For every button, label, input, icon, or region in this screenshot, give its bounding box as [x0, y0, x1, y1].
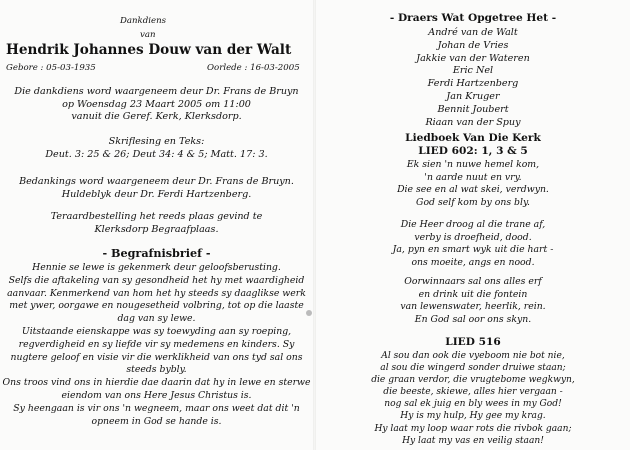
hymn-line: Hy laat my vas en veilig staan! [402, 435, 544, 446]
service-line: op Woensdag 23 Maart 2005 om 11:00 [62, 98, 251, 110]
acknowledgements [0, 176, 313, 201]
tribute-line: regverdigheid en sy liefde vir sy medemens en kinders. Sy [18, 338, 295, 350]
pallbearer-name: Jan Kruger [446, 90, 500, 102]
hymn-line: en drink uit die fontein [418, 288, 528, 300]
tribute-line: Sy heengaan is vir ons 'n wegneem, maar ons weet dat dit 'n [13, 402, 300, 414]
hymn-602-verse-1 [316, 159, 630, 209]
pallbearer-name: Bennit Joubert [437, 103, 509, 115]
tribute-line: steeds bybly. [126, 364, 187, 376]
tribute-line: Selfs die aftakeling van sy gesondheid het hy met waardigheid [8, 274, 305, 286]
hymn-line: Hy laat my loop waar rots die rivbok gaan; [374, 423, 572, 434]
dankdiens-label: Dankdiens [120, 16, 167, 26]
burial-note [0, 211, 313, 236]
deceased-name: Hendrik Johannes Douw van der Walt [6, 42, 292, 58]
hymn-602-verse-2 [316, 219, 630, 269]
pallbearers-list [316, 27, 630, 129]
hymn-line: Ek sien 'n nuwe hemel kom, [406, 159, 540, 170]
burial-line: Teraardbestelling het reeds plaas gevind te [50, 211, 263, 222]
hymn-line: Oorwinnaars sal ons alles erf [404, 276, 542, 287]
hymn-line: Die see en al wat skei, verdwyn. [397, 184, 549, 196]
hymn-line: God self kom by ons bly. [416, 196, 530, 208]
hymn-line: ons moeite, angs en nood. [411, 256, 535, 268]
death-date: Oorlede : 16-03-2005 [207, 63, 300, 73]
tribute-line: met ywer, oorgawe en nougesetheid volbring, tot op die laaste [9, 300, 304, 312]
pallbearer-name: Eric Nel [452, 65, 494, 77]
hymn-602-title: LIED 602: 1, 3 & 5 [418, 145, 528, 157]
tribute-line: nugtere geloof en visie vir die werklikheid van ons tyd sal ons [10, 351, 303, 363]
service-details [0, 86, 313, 124]
hymn-line: verby is droefheid, dood. [414, 231, 532, 243]
tribute-line: eiendom van ons Here Jesus Christus is. [61, 389, 252, 401]
pallbearer-name: Riaan van der Spuy [425, 116, 521, 128]
hymn-line: Hy is my hulp, Hy gee my krag. [400, 411, 546, 422]
pallbearers-title: - Draers Wat Opgetree Het - [389, 12, 557, 24]
service-line: Die dankdiens word waargeneem deur Dr. Frans de Bruyn [14, 86, 299, 97]
hymn-line: die beeste, skiewe, alles hier vergaan - [383, 387, 563, 398]
birth-date: Gebore : 05-03-1935 [6, 63, 96, 73]
tribute-line: Ons troos vind ons in hierdie dae daarin dat hy in lewe en sterwe [2, 377, 311, 389]
hymnbook-title: Liedboek Van Die Kerk [405, 132, 541, 144]
right-page [316, 0, 630, 450]
acknowledgement-line: Bedankings word waargeneem deur Dr. Frans de Bruyn. [19, 176, 294, 187]
van-label: van [140, 30, 156, 40]
tribute-line: opneem in God se hande is. [91, 415, 222, 427]
hymn-line: die graan verdor, die vrugtebome wegkwyn, [371, 375, 575, 386]
hymn-line: nog sal ek juig en bly wees in my God! [384, 399, 562, 410]
pallbearer-name: Jakkie van der Wateren [416, 52, 530, 64]
hymn-516-text [316, 350, 630, 447]
hymn-line: Al sou dan ook die vyeboom nie bot nie, [381, 351, 565, 361]
hymn-line: Ja, pyn en smart wyk uit die hart - [392, 244, 554, 256]
scripture-heading: Skriflesing en Teks: [108, 136, 205, 147]
hymn-line: 'n aarde nuut en vry. [424, 171, 522, 183]
pallbearer-name: Johan de Vries [437, 39, 509, 51]
hymn-line: al sou die wingerd sonder druiwe staan; [380, 363, 566, 374]
punch-hole-mark [306, 310, 312, 316]
acknowledgement-line: Huldeblyk deur Dr. Ferdi Hartzenberg. [61, 188, 252, 200]
begrafnisbrief-title: - Begrafnisbrief - [102, 246, 211, 260]
hymn-line: Die Heer droog al die trane af, [400, 219, 546, 230]
left-page [0, 0, 313, 450]
pallbearer-name: Ferdi Hartzenberg [427, 78, 519, 90]
burial-line: Klerksdorp Begraafplaas. [94, 223, 219, 235]
hymn-line: van lewenswater, heerlik, rein. [400, 301, 546, 313]
pallbearer-name: André van de Walt [428, 27, 518, 38]
begrafnisbrief-text [0, 262, 313, 428]
tribute-line: dag van sy lewe. [117, 313, 196, 325]
scripture-reading [0, 135, 313, 161]
tribute-line: Hennie se lewe is gekenmerk deur geloofsberusting. [32, 262, 281, 273]
hymn-line: En God sal oor ons skyn. [414, 313, 532, 325]
hymn-516-title: LIED 516 [445, 336, 501, 348]
hymn-602-verse-3 [316, 276, 630, 326]
service-line: vanuit die Geref. Kerk, Klerksdorp. [71, 111, 242, 123]
tribute-line: aanvaar. Kenmerkend van hom het hy steeds sy daaglikse werk [7, 287, 306, 299]
tribute-line: Uitstaande eienskappe was sy toewyding aan sy roeping, [21, 325, 292, 337]
scripture-text: Deut. 3: 25 & 26; Deut 34: 4 & 5; Matt. 17: 3. [45, 149, 268, 160]
